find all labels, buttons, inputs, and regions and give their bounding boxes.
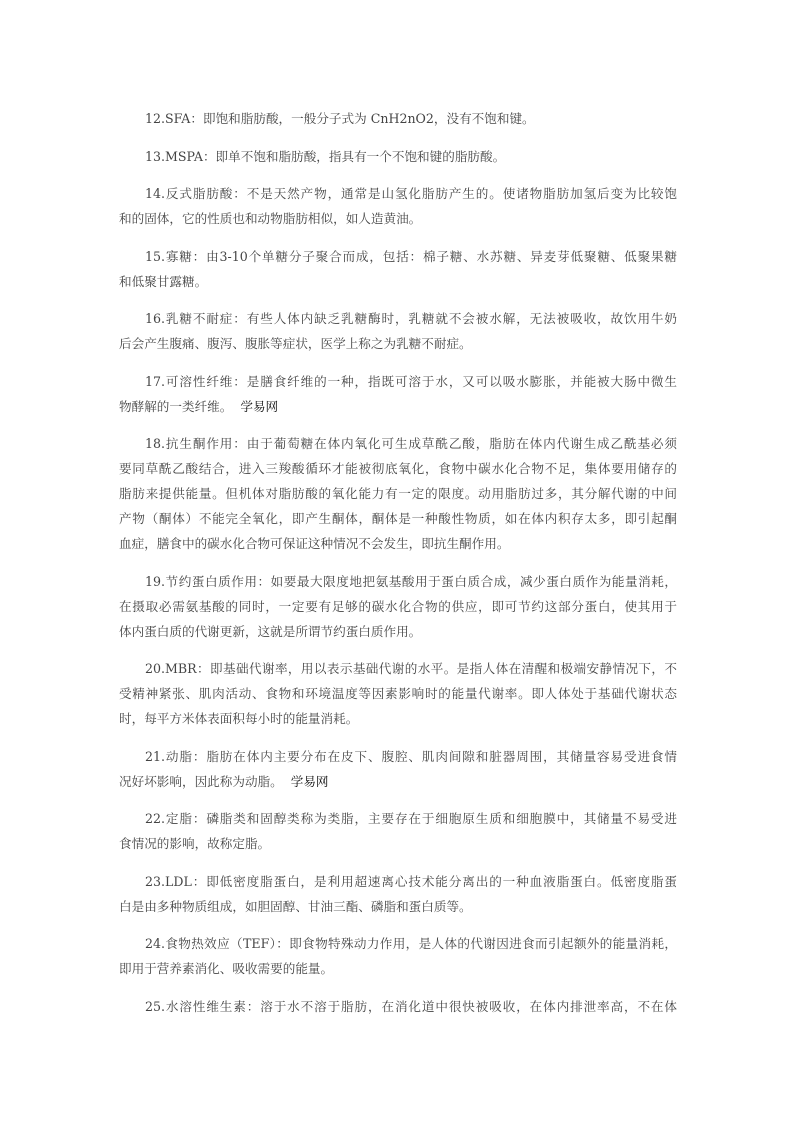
line-text: 23.LDL：即低密度脂蛋白，是利用超速离心技术能分离出的一种血液脂蛋白。低密度脂蛋 [145,873,677,889]
line-text: 体内蛋白质的代谢更新，这就是所谓节约蛋白质作用。 [119,623,422,639]
paragraph-line [119,894,677,919]
paragraph-line [119,144,677,169]
paragraph-line [119,206,677,231]
paragraph-line [119,931,677,956]
paragraph-line [119,181,677,206]
line-text: 和低聚甘露糖。 [119,273,208,289]
line-text: 物酵解的一类纤维。 [119,398,233,414]
line-text: 即用于营养素消化、吸收需要的能量。 [119,961,334,976]
line-text: 15.寡糖：由3-10个单糖分子聚合而成，包括：棉子糖、水苏糖、异麦芽低聚糖、低聚果糖 [145,248,677,264]
paragraph [119,306,677,356]
paragraph [119,244,677,294]
paragraph-line [119,619,677,644]
line-text: 22.定脂：磷脂类和固醇类称为类脂，主要存在于细胞原生质和细胞膜中，其储量不易受进 [145,811,677,826]
paragraph [119,869,677,919]
watermark-text: 学易网 [290,773,329,789]
paragraph-line [119,269,677,294]
paragraph [119,181,677,231]
paragraph-line [119,744,677,769]
paragraph-line [119,956,677,981]
paragraph [119,431,677,556]
document-body [119,106,677,1031]
paragraph-line [119,506,677,531]
line-text: 脂肪来提供能量。但机体对脂肪酸的氧化能力有一定的限度。动用脂肪过多，其分解代谢的中间 [119,486,677,501]
paragraph-line [119,869,677,894]
paragraph-line [119,369,677,394]
paragraph-line [119,394,677,419]
paragraph-line [119,994,677,1019]
paragraph [119,144,677,169]
line-text: 受精神紧张、肌肉活动、食物和环境温度等因素影响时的能量代谢率。即人体处于基础代谢状态 [119,686,677,701]
paragraph [119,569,677,644]
watermark-text: 学易网 [240,398,279,414]
line-text: 25.水溶性维生素：溶于水不溶于脂肪，在消化道中很快被吸收，在体内排泄率高，不在体 [145,998,677,1014]
paragraph-line [119,656,677,681]
line-text: 17.可溶性纤维：是膳食纤维的一种，指既可溶于水，又可以吸水膨胀，并能被大肠中微生 [145,373,677,389]
line-text: 食情况的影响，故称定脂。 [119,836,271,851]
line-text: 在摄取必需氨基酸的同时，一定要有足够的碳水化合物的供应，即可节约这部分蛋白，使其用于 [119,598,677,614]
paragraph-line [119,331,677,356]
line-text: 白是由多种物质组成，如胆固醇、甘油三酯、磷脂和蛋白质等。 [119,898,472,914]
paragraph-line [119,594,677,619]
line-text: 24.食物热效应（TEF）：即食物特殊动力作用，是人体的代谢因进食而引起额外的能量消耗， [145,936,677,951]
paragraph [119,369,677,419]
line-text: 13.MSPA：即单不饱和脂肪酸，指具有一个不饱和键的脂肪酸。 [145,148,506,164]
paragraph [119,744,677,794]
paragraph-line [119,431,677,456]
paragraph [119,806,677,856]
paragraph-line [119,106,677,131]
line-text: 要同草酰乙酸结合，进入三羧酸循环才能被彻底氧化，食物中碳水化合物不足，集体要用储存的 [119,461,677,476]
line-text: 19.节约蛋白质作用：如要最大限度地把氨基酸用于蛋白质合成，减少蛋白质作为能量消耗， [145,573,677,589]
line-text: 14.反式脂肪酸：不是天然产物，通常是山氢化脂肪产生的。使诸物脂肪加氢后变为比较饱 [145,186,677,201]
paragraph-line [119,306,677,331]
line-text: 况好坏影响，因此称为动脂。 [119,773,283,789]
line-text: 16.乳糖不耐症：有些人体内缺乏乳糖酶时，乳糖就不会被水解，无法被吸收，故饮用牛奶 [145,311,677,326]
line-text: 20.MBR：即基础代谢率，用以表示基础代谢的水平。是指人体在清醒和极端安静情况下，不 [145,661,677,676]
paragraph-line [119,456,677,481]
paragraph-line [119,244,677,269]
paragraph-line [119,706,677,731]
paragraph [119,656,677,731]
line-text: 后会产生腹痛、腹泻、腹胀等症状，医学上称之为乳糖不耐症。 [119,336,472,351]
paragraph-line [119,569,677,594]
line-text: 12.SFA：即饱和脂肪酸，一般分子式为 CnH2nO2，没有不饱和键。 [145,111,535,126]
paragraph [119,994,677,1019]
paragraph-line [119,531,677,556]
paragraph-line [119,681,677,706]
line-text: 21.动脂：脂肪在体内主要分布在皮下、腹腔、肌肉间隙和脏器周围，其储量容易受进食情 [145,748,677,764]
line-text: 时，每平方米体表面积每小时的能量消耗。 [119,711,359,726]
line-text: 血症，膳食中的碳水化合物可保证这种情况不会发生，即抗生酮作用。 [119,536,510,551]
line-text: 18.抗生酮作用：由于葡萄糖在体内氧化可生成草酰乙酸，脂肪在体内代谢生成乙酰基必须 [145,436,677,451]
line-text: 产物（酮体）不能完全氧化，即产生酮体，酮体是一种酸性物质，如在体内积存太多，即引起酮 [119,511,677,526]
paragraph [119,106,677,131]
paragraph-line [119,806,677,831]
paragraph-line [119,481,677,506]
paragraph-line [119,769,677,794]
paragraph-line [119,831,677,856]
line-text: 和的固体，它的性质也和动物脂肪相似，如人造黄油。 [119,211,422,226]
paragraph [119,931,677,981]
